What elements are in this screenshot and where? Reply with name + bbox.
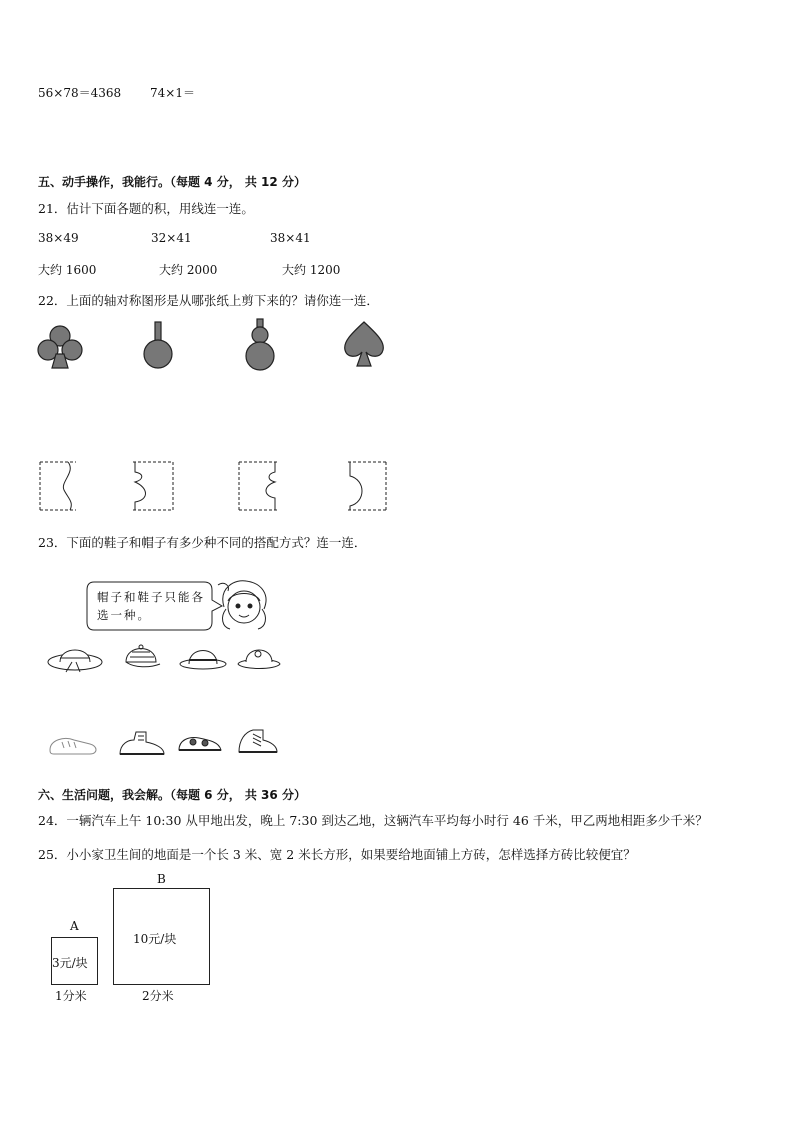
- q21-estimate-2: 大约 2000: [159, 263, 218, 277]
- tile-b-price: 10元/块: [133, 932, 177, 946]
- q21-product-3: 38×41: [270, 231, 311, 245]
- gourd-double-shape-icon: [240, 318, 280, 372]
- q21-estimate-1: 大约 1600: [38, 263, 97, 277]
- q24-text: 24．一辆汽车上午 10:30 从甲地出发，晚上 7:30 到达乙地，这辆汽车平均每小时行 46 千米，甲乙两地相距多少千米？: [38, 813, 708, 828]
- q21-product-1: 38×49: [38, 231, 79, 245]
- bubble-text: 帽子和鞋子只能各选一种。: [97, 590, 205, 622]
- gourd-single-shape-icon: [138, 320, 178, 372]
- section5-title: 五、动手操作，我能行。（每题 4 分， 共 12 分）: [38, 175, 306, 189]
- section6-title: 六、生活问题，我会解。（每题 6 分， 共 36 分）: [38, 788, 306, 802]
- tile-a-label: A: [70, 919, 79, 933]
- q21-product-2: 32×41: [151, 231, 192, 245]
- sun-hat-icon: [46, 640, 104, 674]
- bucket-hat-icon: [236, 640, 282, 672]
- cap-icon: [120, 638, 162, 672]
- tile-b-label: B: [157, 872, 166, 886]
- sneaker-icon: [46, 732, 100, 758]
- expr-74x1: 74×1＝: [150, 86, 195, 100]
- tile-b-size: 2分米: [142, 989, 174, 1003]
- q21-text: 21．估计下面各题的积，用线连一连。: [38, 201, 254, 216]
- paper-cut-right-icon: [131, 460, 175, 512]
- high-top-icon: [233, 726, 281, 758]
- boot-icon: [116, 728, 168, 760]
- tile-a-price: 3元/块: [52, 956, 88, 970]
- expr-56x78: 56×78＝4368: [38, 86, 122, 100]
- q23-text: 23．下面的鞋子和帽子有多少种不同的搭配方式？连一连．: [38, 535, 367, 550]
- q22-text: 22．上面的轴对称图形是从哪张纸上剪下来的？请你连一连．: [38, 293, 379, 308]
- tile-a-size: 1分米: [55, 989, 87, 1003]
- q25-text: 25．小小家卫生间的地面是一个长 3 米、宽 2 米长方形，如果要给地面铺上方砖，怎样选择方砖比较便宜？: [38, 847, 636, 862]
- paper-cut-left-small-icon: [237, 460, 279, 512]
- girl-face-icon: [214, 577, 274, 635]
- q21-estimate-3: 大约 1200: [282, 263, 341, 277]
- spade-shape-icon: [341, 320, 387, 370]
- paper-cut-left-icon: [38, 460, 78, 512]
- club-shape-icon: [36, 324, 86, 370]
- sandal-icon: [175, 728, 227, 758]
- paper-cut-right-large-icon: [346, 460, 388, 512]
- fedora-icon: [178, 640, 228, 672]
